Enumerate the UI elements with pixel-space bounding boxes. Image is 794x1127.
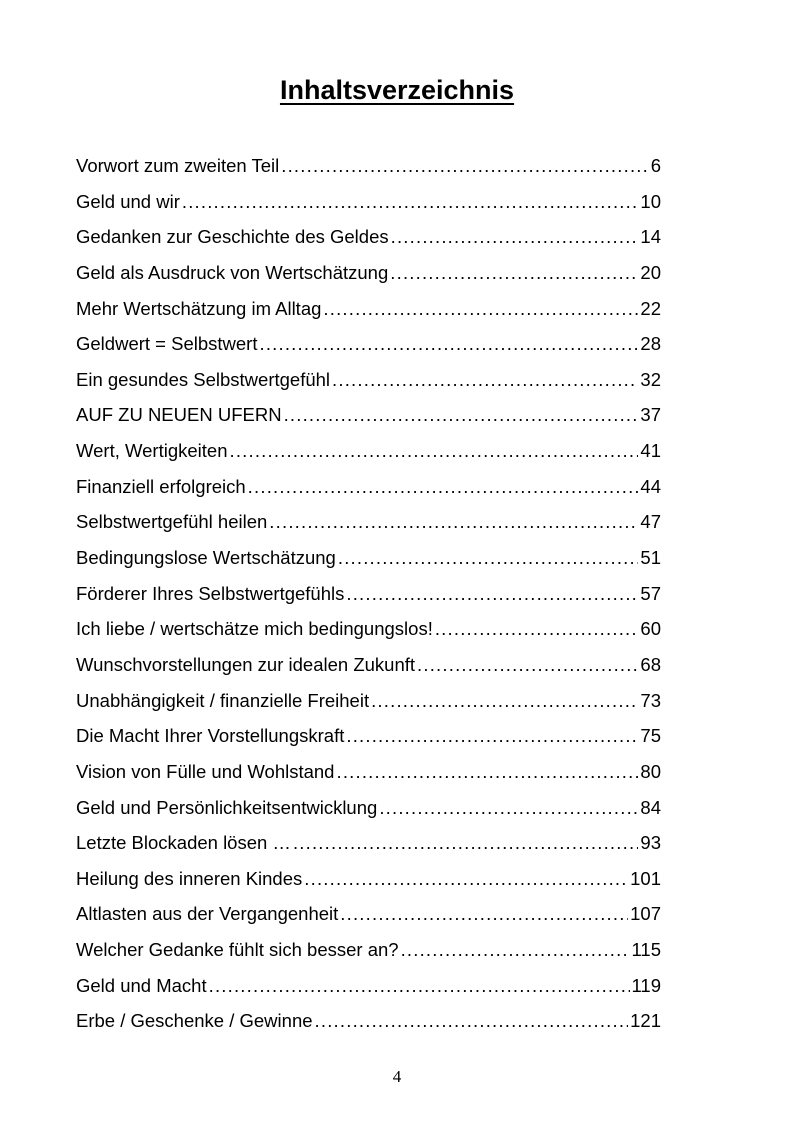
toc-entry xyxy=(76,291,661,327)
dot-leader xyxy=(346,576,638,612)
toc-entry xyxy=(76,932,661,968)
toc-entry-page: 28 xyxy=(640,333,661,355)
toc-entry-page: 119 xyxy=(631,974,661,996)
toc-entry-title: Selbstwertgefühl heilen xyxy=(76,511,268,533)
toc-entry xyxy=(76,255,661,291)
toc-entry xyxy=(76,647,661,683)
toc-entry-page: 20 xyxy=(640,261,661,283)
toc-entry-page: 47 xyxy=(640,511,661,533)
dot-leader xyxy=(332,362,638,398)
toc-entry-page: 75 xyxy=(640,725,661,747)
dot-leader xyxy=(229,433,638,469)
toc-entry-page: 84 xyxy=(640,796,661,818)
dot-leader xyxy=(338,540,639,576)
dot-leader xyxy=(269,504,638,540)
toc-entry xyxy=(76,896,661,932)
toc-entry-page: 115 xyxy=(631,939,661,961)
toc-entry-title: Letzte Blockaden lösen … xyxy=(76,832,291,854)
dot-leader xyxy=(284,397,639,433)
toc-entry xyxy=(76,433,661,469)
toc-entry-page: 107 xyxy=(630,903,661,925)
toc-entry-page: 14 xyxy=(640,226,661,248)
toc-entry-page: 101 xyxy=(630,867,661,889)
toc-entry-page: 10 xyxy=(640,190,661,212)
toc-entry-title: Finanziell erfolgreich xyxy=(76,475,246,497)
toc-entry-title: Förderer Ihres Selbstwertgefühls xyxy=(76,582,345,604)
table-of-contents xyxy=(76,148,661,1039)
toc-entry-title: Welcher Gedanke fühlt sich besser an? xyxy=(76,939,399,961)
toc-entry-title: Vorwort zum zweiten Teil xyxy=(76,155,280,176)
toc-entry-title: Unabhängigkeit / finanzielle Freiheit xyxy=(76,689,370,711)
toc-entry-title: Geld und wir xyxy=(76,190,180,212)
dot-leader xyxy=(390,255,638,291)
toc-entry-title: Heilung des inneren Kindes xyxy=(76,867,303,889)
toc-entry xyxy=(76,683,661,719)
dot-leader xyxy=(248,469,639,505)
toc-entry-title: Ein gesundes Selbstwertgefühl xyxy=(76,368,331,390)
dot-leader xyxy=(293,825,638,861)
toc-entry xyxy=(76,397,661,433)
page-title: Inhaltsverzeichnis xyxy=(279,75,515,105)
toc-entry xyxy=(76,968,661,1004)
toc-entry-title: Wert, Wertigkeiten xyxy=(76,440,228,462)
toc-entry xyxy=(76,754,661,790)
toc-entry-title: Gedanken zur Geschichte des Geldes xyxy=(76,226,389,248)
toc-entry-page: 121 xyxy=(630,1010,661,1032)
toc-entry-page: 41 xyxy=(640,440,661,462)
toc-entry xyxy=(76,718,661,754)
toc-entry-page: 37 xyxy=(640,404,661,426)
toc-entry-page: 80 xyxy=(640,760,661,782)
toc-entry xyxy=(76,790,661,826)
toc-entry-title: Geld als Ausdruck von Wertschätzung xyxy=(76,261,389,283)
toc-entry-page: 60 xyxy=(640,618,661,640)
toc-entry-title: Vision von Fülle und Wohlstand xyxy=(76,760,335,782)
dot-leader xyxy=(401,932,630,968)
toc-entry-title: Erbe / Geschenke / Gewinne xyxy=(76,1010,313,1032)
dot-leader xyxy=(323,291,638,327)
toc-entry-title: Wunschvorstellungen zur idealen Zukunft xyxy=(76,653,416,675)
toc-entry-page: 73 xyxy=(640,689,661,711)
toc-entry-page: 57 xyxy=(640,582,661,604)
toc-entry xyxy=(76,825,661,861)
dot-leader xyxy=(336,754,638,790)
dot-leader xyxy=(379,790,638,826)
toc-entry-title: AUF ZU NEUEN UFERN xyxy=(76,404,282,426)
toc-entry xyxy=(76,540,661,576)
toc-entry-page: 44 xyxy=(640,475,661,497)
toc-entry xyxy=(76,576,661,612)
dot-leader xyxy=(304,861,628,897)
toc-entry xyxy=(76,362,661,398)
page-number: 4 xyxy=(392,1067,402,1086)
toc-entry-title: Mehr Wertschätzung im Alltag xyxy=(76,297,322,319)
toc-entry xyxy=(76,504,661,540)
dot-leader xyxy=(281,148,648,184)
toc-entry-page: 93 xyxy=(640,832,661,854)
dot-leader xyxy=(340,896,628,932)
toc-entry xyxy=(76,148,661,184)
dot-leader xyxy=(209,968,630,1004)
toc-entry-title: Bedingungslose Wertschätzung xyxy=(76,547,336,569)
toc-entry-title: Geld und Macht xyxy=(76,974,207,996)
toc-entry xyxy=(76,219,661,255)
dot-leader xyxy=(346,718,638,754)
toc-entry xyxy=(76,861,661,897)
toc-entry xyxy=(76,611,661,647)
dot-leader xyxy=(417,647,638,683)
dot-leader xyxy=(391,219,639,255)
toc-entry-page: 51 xyxy=(640,547,661,569)
dot-leader xyxy=(259,326,638,362)
toc-entry xyxy=(76,469,661,505)
toc-entry-page: 68 xyxy=(640,653,661,675)
dot-leader xyxy=(371,683,638,719)
toc-entry-page: 32 xyxy=(640,368,661,390)
dot-leader xyxy=(315,1003,629,1039)
toc-entry-page: 6 xyxy=(650,155,661,176)
dot-leader xyxy=(182,184,639,220)
toc-entry xyxy=(76,1003,661,1039)
toc-entry xyxy=(76,184,661,220)
toc-entry-title: Geld und Persönlichkeitsentwicklung xyxy=(76,796,378,818)
toc-entry-title: Die Macht Ihrer Vorstellungskraft xyxy=(76,725,345,747)
toc-entry-title: Geldwert = Selbstwert xyxy=(76,333,258,355)
toc-entry-page: 22 xyxy=(640,297,661,319)
toc-entry xyxy=(76,326,661,362)
toc-entry-title: Altlasten aus der Vergangenheit xyxy=(76,903,339,925)
dot-leader xyxy=(435,611,639,647)
toc-entry-title: Ich liebe / wertschätze mich bedingungslos! xyxy=(76,618,433,640)
